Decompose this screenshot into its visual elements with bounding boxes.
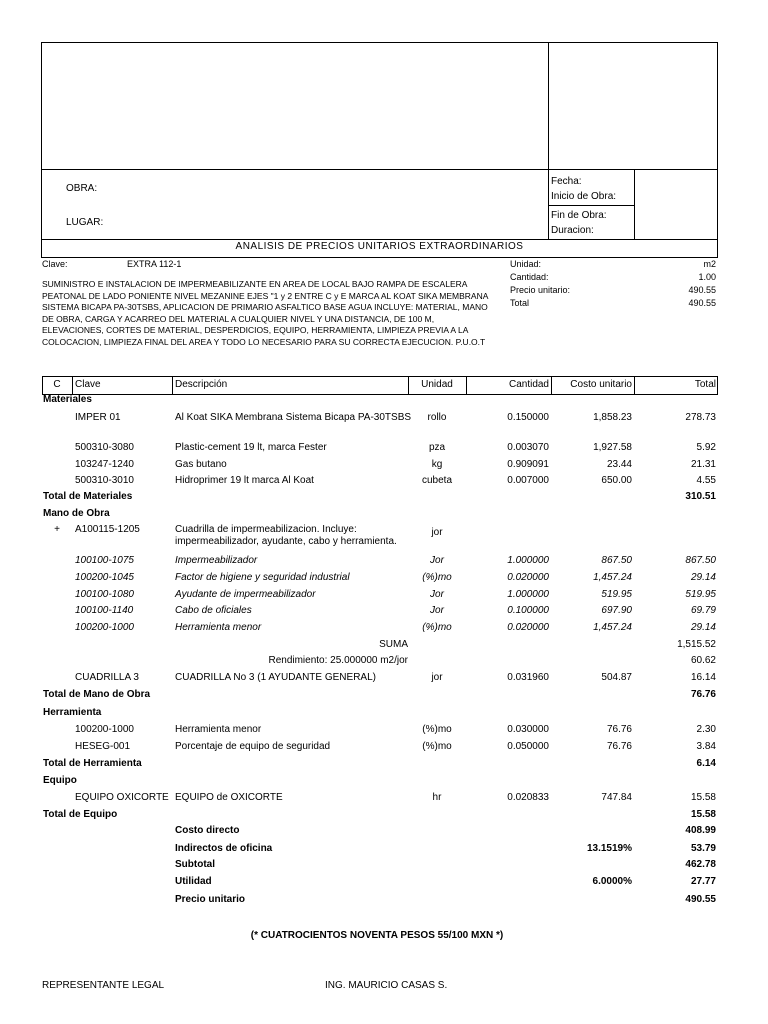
suma-value: 1,515.52: [677, 639, 716, 650]
cell-clave: 100100-1075: [75, 555, 134, 566]
table-header: [0, 377, 768, 393]
table-row: [0, 722, 768, 738]
summary-value: 27.77: [690, 876, 716, 887]
cell-desc: Ayudante de impermeabilizador: [175, 589, 316, 600]
signature-representante: REPRESENTANTE LEGAL: [42, 980, 165, 991]
table-row: [0, 790, 768, 806]
cell-total: 29.14: [690, 572, 716, 583]
cell-cantidad: 0.003070: [507, 442, 549, 453]
total-value: 76.76: [690, 689, 716, 700]
cell-cantidad: 0.100000: [507, 605, 549, 616]
description-line: DE OBRA, CARGA Y ACARREO DEL MATERIAL A CUALQUIER NIVEL Y UNA DISTANCIA, DE 100 M,: [42, 313, 435, 324]
cell-unidad: (%)mo: [422, 724, 452, 735]
summary-value: 408.99: [685, 825, 716, 836]
header-unidad: Unidad: [421, 379, 453, 390]
rendimiento-value: 60.62: [690, 655, 716, 666]
cell-desc: [175, 524, 397, 548]
total-value: 310.51: [685, 491, 716, 502]
summary-label: Utilidad: [175, 876, 212, 887]
cell-desc: Herramienta menor: [175, 724, 262, 735]
cell-clave: 103247-1240: [75, 459, 134, 470]
summary-label: Subtotal: [175, 859, 215, 870]
cantidad-label: Cantidad:: [510, 272, 549, 282]
cell-unidad: (%)mo: [422, 741, 452, 752]
cell-total: 16.14: [690, 672, 716, 683]
unidad-label: Unidad:: [510, 259, 542, 269]
table-row: [0, 410, 768, 426]
total-value: 15.58: [690, 809, 716, 820]
cell-costo: 76.76: [606, 741, 632, 752]
cell-costo: 1,457.24: [593, 572, 632, 583]
cell-clave: 100200-1000: [75, 724, 134, 735]
cell-unidad: jor: [431, 672, 443, 683]
suma-row: [0, 637, 768, 653]
table-row: [0, 670, 768, 686]
obra-label: OBRA:: [66, 183, 98, 194]
cell-desc: Porcentaje de equipo de seguridad: [175, 741, 331, 752]
analysis-title: ANALISIS DE PRECIOS UNITARIOS EXTRAORDINARIOS: [235, 241, 524, 252]
cell-clave: IMPER 01: [75, 412, 121, 423]
cell-cantidad: 0.030000: [507, 724, 549, 735]
cell-total: 15.58: [690, 792, 716, 803]
header-c: C: [53, 379, 61, 390]
clave-value: EXTRA 112-1: [127, 259, 182, 269]
cell-total: 29.14: [690, 622, 716, 633]
cell-total: 5.92: [696, 442, 716, 453]
rendimiento-row: [0, 653, 768, 669]
cell-clave: 100100-1140: [75, 605, 134, 616]
section-equipo: [0, 773, 768, 789]
cell-unidad: Jor: [430, 605, 444, 616]
summary-pct: 13.1519%: [586, 843, 632, 854]
total-label: Total: [510, 298, 530, 308]
cell-clave: CUADRILLA 3: [75, 672, 139, 683]
summary-row: [0, 892, 768, 908]
duracion-label: Duracion:: [551, 225, 594, 236]
cell-desc: Factor de higiene y seguridad industrial: [175, 572, 350, 583]
cell-clave: 100100-1080: [75, 589, 134, 600]
cell-desc: Impermeabilizador: [175, 555, 258, 566]
cell-desc: Al Koat SIKA Membrana Sistema Bicapa PA-30TSBS: [175, 412, 412, 423]
table-row: [0, 473, 768, 489]
summary-value: 462.78: [685, 859, 716, 870]
cell-costo: 504.87: [601, 672, 632, 683]
sub-row: [0, 620, 768, 636]
cell-cantidad: 0.050000: [507, 741, 549, 752]
cell-cantidad: 0.020000: [507, 572, 549, 583]
total-equipo-row: [0, 807, 768, 823]
header-cantidad: Cantidad: [508, 379, 549, 390]
total-label: Total de Materiales: [43, 491, 133, 502]
total-label: Total de Equipo: [43, 809, 118, 820]
cell-total: 519.95: [685, 589, 716, 600]
concept-values: [620, 258, 716, 310]
cell-cantidad: 0.020000: [507, 622, 549, 633]
concept-description: [42, 279, 512, 348]
desc-line: Cuadrilla de impermeabilizacion. Incluye:: [175, 524, 357, 535]
header-costo-unitario: Costo unitario: [570, 379, 632, 390]
cell-clave: A100115-1205: [75, 524, 140, 535]
cell-clave: EQUIPO OXICORTE: [75, 792, 169, 803]
amount-in-words: (* CUATROCIENTOS NOVENTA PESOS 55/100 MXN *): [250, 930, 504, 941]
precio-unitario-label: Precio unitario:: [510, 285, 571, 295]
cell-desc: EQUIPO de OXICORTE: [175, 792, 283, 803]
header-descripcion: Descripción: [175, 379, 228, 390]
cell-clave: HESEG-001: [75, 741, 131, 752]
cell-unidad: jor: [431, 527, 443, 538]
cell-clave: 100200-1045: [75, 572, 134, 583]
cell-cantidad: 0.150000: [507, 412, 549, 423]
cell-desc: CUADRILLA No 3 (1 AYUDANTE GENERAL): [175, 672, 376, 683]
cell-cantidad: 0.020833: [507, 792, 549, 803]
total-materiales-row: [0, 489, 768, 505]
cell-costo: 1,927.58: [593, 442, 632, 453]
section-mano-de-obra: [0, 506, 768, 522]
description-line: SUMINISTRO E INSTALACION DE IMPERMEABILIZANTE EN AREA DE LOCAL BAJO RAMPA DE ESCALERA: [42, 279, 468, 289]
cell-cantidad: 0.007000: [507, 475, 549, 486]
summary-row: [0, 874, 768, 890]
total-herramienta-row: [0, 756, 768, 772]
cell-unidad: rollo: [427, 412, 447, 423]
cell-costo: 1,457.24: [593, 622, 632, 633]
precio-unitario-value: 490.55: [688, 285, 716, 295]
cell-unidad: Jor: [430, 589, 444, 600]
cell-unidad: pza: [428, 442, 446, 453]
cell-costo: 650.00: [601, 475, 632, 486]
unidad-value: m2: [703, 259, 716, 269]
summary-value: 490.55: [685, 894, 716, 905]
summary-label: Indirectos de oficina: [175, 843, 273, 854]
cantidad-value: 1.00: [698, 272, 716, 282]
sub-row: [0, 553, 768, 569]
cell-costo: 519.95: [601, 589, 632, 600]
header-clave: Clave: [75, 379, 101, 390]
cell-unidad: (%)mo: [422, 622, 452, 633]
cell-cantidad: 0.909091: [507, 459, 549, 470]
expand-marker[interactable]: +: [54, 524, 60, 535]
signature-ingeniero: ING. MAURICIO CASAS S.: [325, 980, 448, 991]
cell-desc: Plastic-cement 19 lt, marca Fester: [175, 442, 327, 453]
cell-desc: Gas butano: [175, 459, 227, 470]
summary-pct: 6.0000%: [592, 876, 632, 887]
sub-row: [0, 587, 768, 603]
cell-total: 4.55: [696, 475, 716, 486]
total-label: Total de Mano de Obra: [43, 689, 151, 700]
section-title: Herramienta: [43, 707, 102, 718]
section-herramienta: [0, 705, 768, 721]
cell-total: 278.73: [685, 412, 716, 423]
total-value: 490.55: [688, 298, 716, 308]
description-line: COLOCACION, LIMPIEZA FINAL DEL AREA Y TODO LO NECESARIO PARA SU CORRECTA EJECUCION. P.U.O.T: [42, 336, 486, 347]
cell-clave: 500310-3010: [75, 475, 134, 486]
header-total: Total: [694, 379, 716, 390]
sub-row: [0, 603, 768, 619]
total-value: 6.14: [696, 758, 716, 769]
summary-row: [0, 841, 768, 857]
cell-cantidad: 1.000000: [507, 555, 549, 566]
cell-costo: 697.90: [601, 605, 632, 616]
description-line: SISTEMA BICAPA PA-30TSBS, APLICACION DE PRIMARIO ASFALTICO BASE AGUA INCLUYE: MATERIAL, MANO: [42, 302, 488, 312]
fecha-label: Fecha:: [551, 176, 582, 187]
cell-total: 3.84: [696, 741, 716, 752]
table-row: [0, 440, 768, 456]
cell-cantidad: 0.031960: [507, 672, 549, 683]
cell-clave: 100200-1000: [75, 622, 134, 633]
total-label: Total de Herramienta: [43, 758, 142, 769]
cell-cantidad: 1.000000: [507, 589, 549, 600]
description-line: ELEVACIONES, CORTES DE MATERIAL, DESPERDICIOS, EQUIPO, HERRAMIENTA, LIMPIEZA PREVIA A LA: [42, 325, 469, 335]
cell-costo: 867.50: [601, 555, 632, 566]
sub-row: [0, 570, 768, 586]
section-title: Mano de Obra: [43, 508, 110, 519]
fin-obra-label: Fin de Obra:: [551, 210, 607, 221]
cell-costo: 23.44: [606, 459, 632, 470]
description-line: PEATONAL DE LADO PONIENTE NIVEL MEZANINE EJES "1 y 2 ENTRE C y E MARCA AL KOAT SIKA MEMBRANA: [42, 290, 489, 301]
table-row: [0, 739, 768, 755]
summary-row: [0, 857, 768, 873]
clave-label: Clave:: [42, 259, 68, 269]
concept-labels: [510, 258, 570, 310]
cell-costo: 747.84: [601, 792, 632, 803]
cell-unidad: Jor: [430, 555, 444, 566]
cell-total: 69.79: [690, 605, 716, 616]
summary-label: Precio unitario: [175, 894, 246, 905]
cell-total: 2.30: [696, 724, 716, 735]
summary-value: 53.79: [690, 843, 716, 854]
section-title: Materiales: [43, 394, 92, 405]
rendimiento-label: Rendimiento: 25.000000 m2/jor: [268, 655, 408, 666]
suma-label: SUMA: [379, 639, 408, 650]
desc-line: impermeabilizador, ayudante, cabo y herramienta.: [175, 536, 397, 547]
cell-unidad: kg: [431, 459, 443, 470]
cell-unidad: (%)mo: [422, 572, 452, 583]
cell-total: 867.50: [685, 555, 716, 566]
cell-clave: 500310-3080: [75, 442, 134, 453]
lugar-label: LUGAR:: [66, 217, 104, 228]
cell-desc: Herramienta menor: [175, 622, 262, 633]
total-mano-row: [0, 687, 768, 703]
summary-label: Costo directo: [175, 825, 240, 836]
summary-row: [0, 823, 768, 839]
cell-desc: Cabo de oficiales: [175, 605, 252, 616]
cell-unidad: hr: [432, 792, 442, 803]
cell-total: 21.31: [690, 459, 716, 470]
cell-costo: 1,858.23: [593, 412, 632, 423]
section-title: Equipo: [43, 775, 77, 786]
cell-desc: Hidroprimer 19 lt marca Al Koat: [175, 475, 314, 486]
inicio-obra-label: Inicio de Obra:: [551, 191, 617, 202]
table-row: [0, 457, 768, 473]
section-materiales: [0, 392, 768, 408]
cell-costo: 76.76: [606, 724, 632, 735]
cell-unidad: cubeta: [421, 475, 453, 486]
